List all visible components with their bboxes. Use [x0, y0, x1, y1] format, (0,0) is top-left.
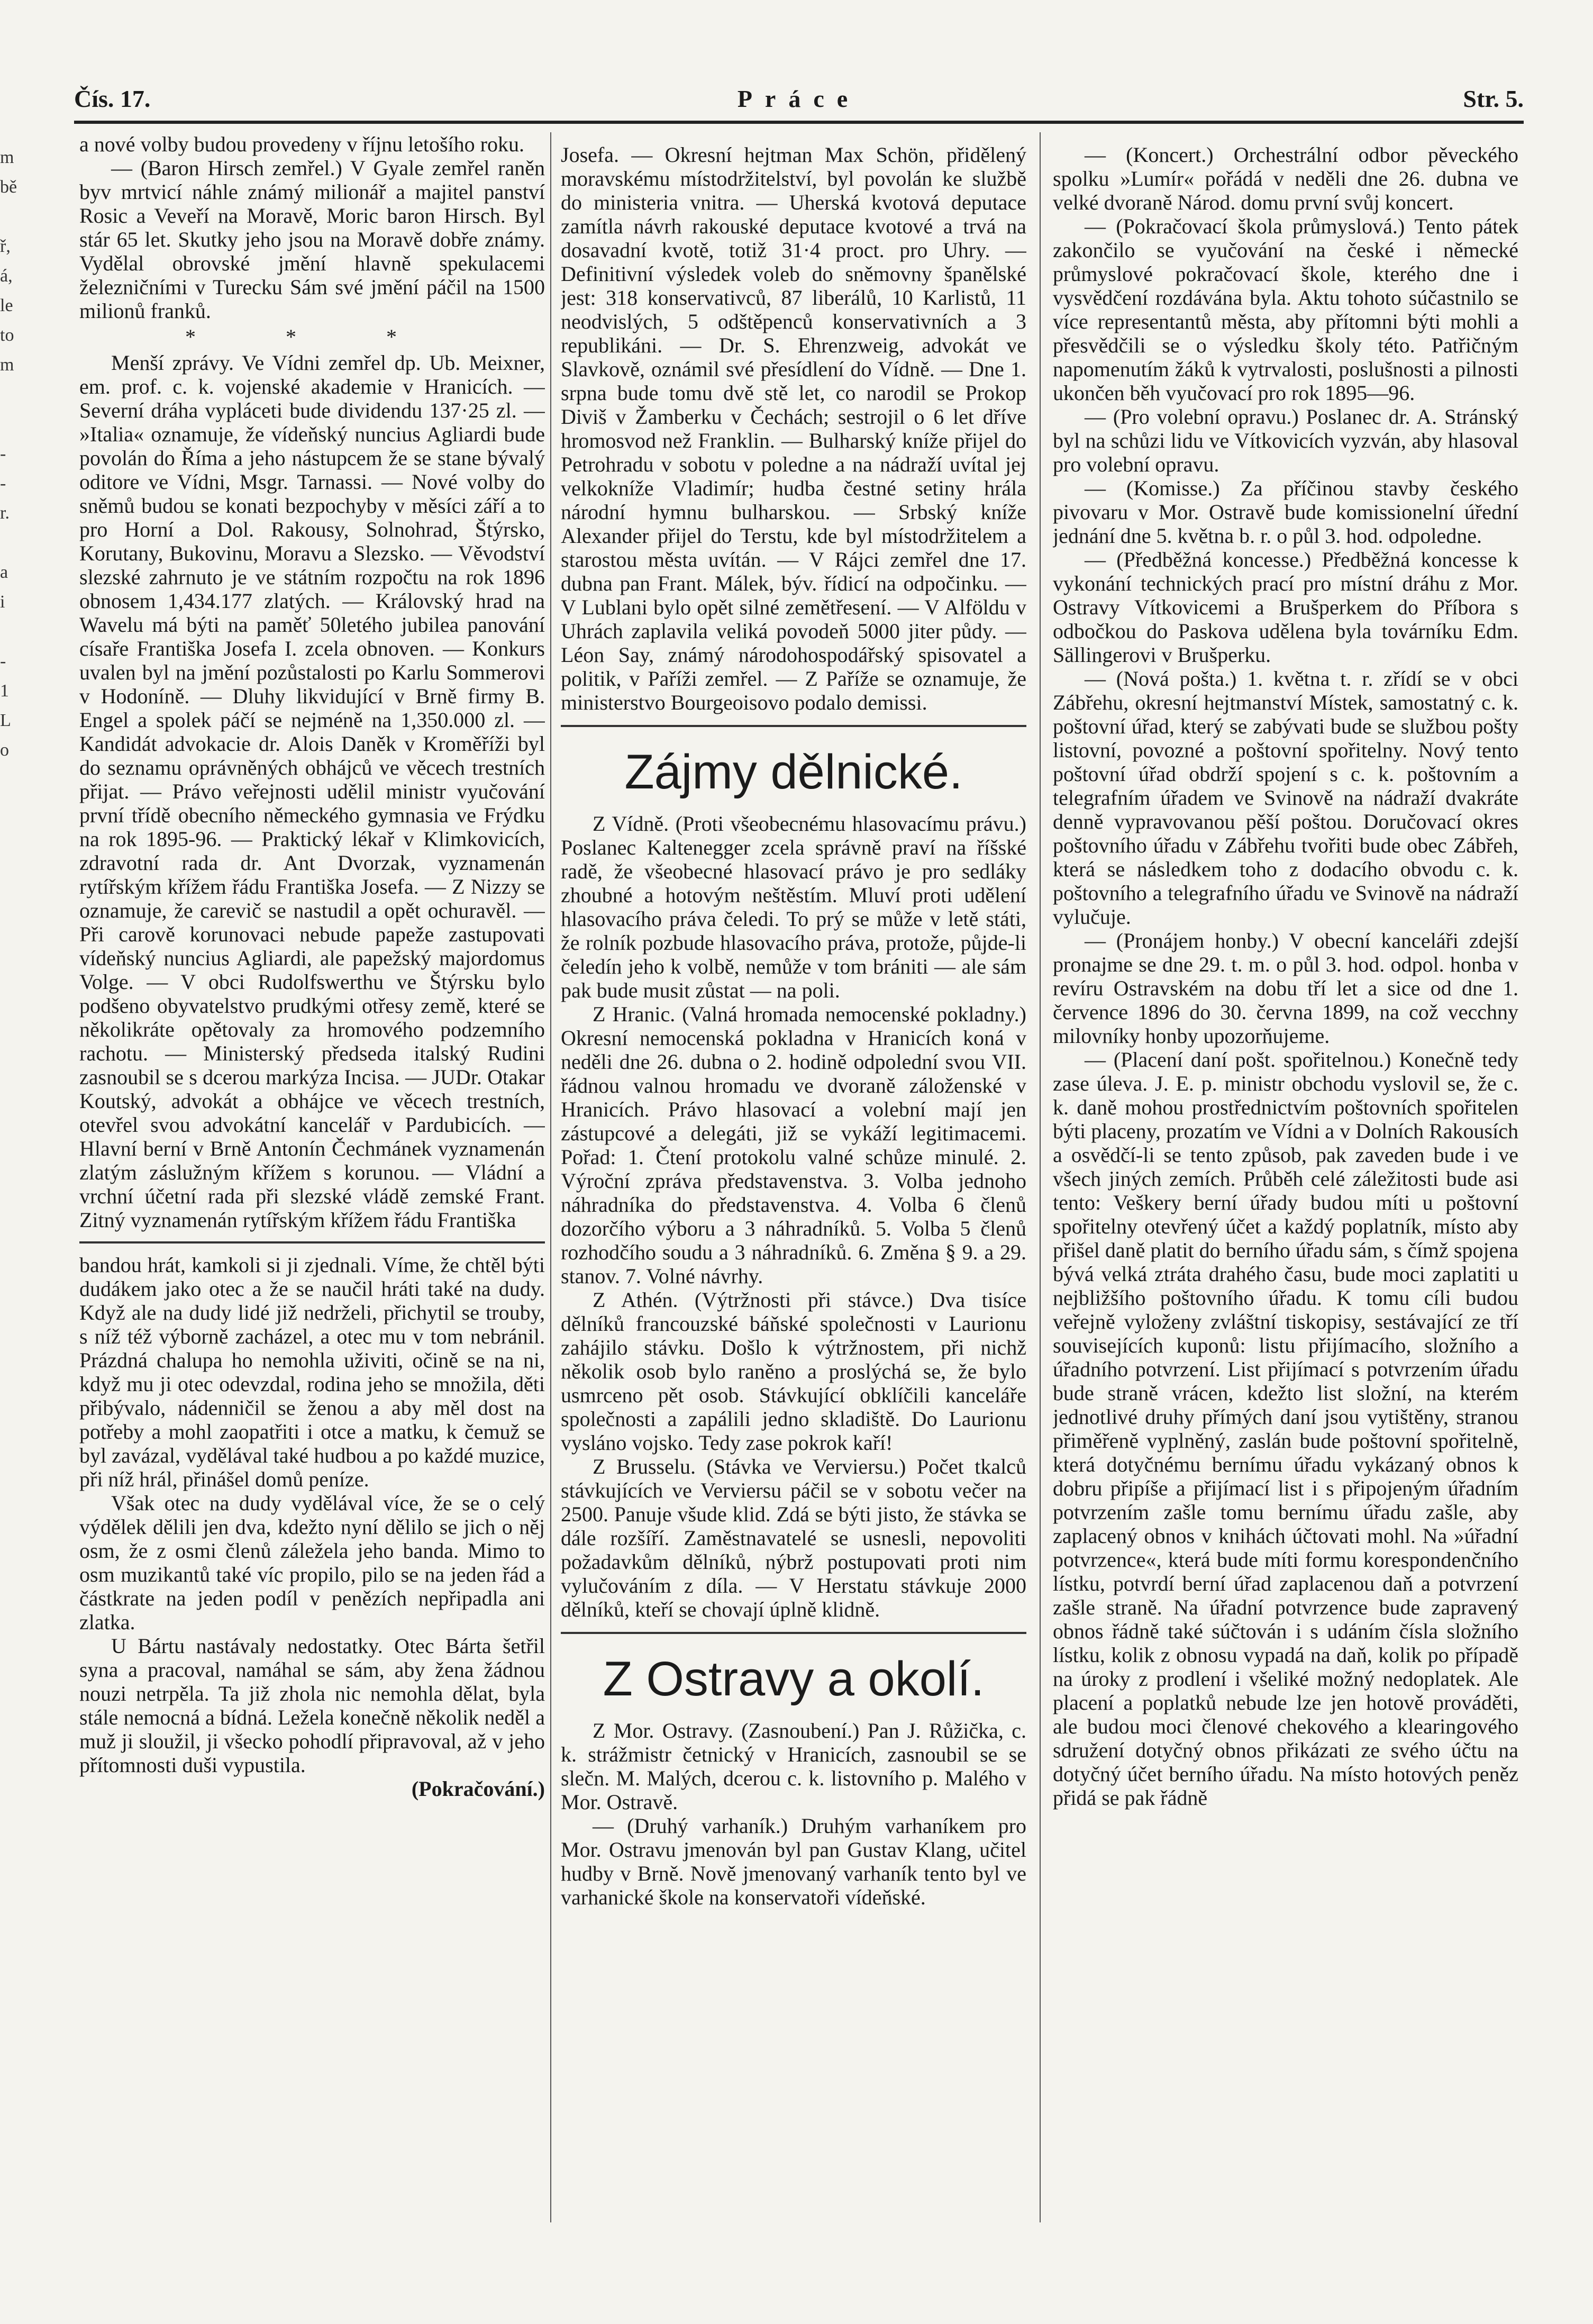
article-paragraph: a nové volby budou provedeny v říjnu letošího roku. — [79, 132, 524, 156]
article-paragraph: — (Nová pošta.) 1. května t. r. zřídí se v obci Zábřehu, okresní hejtmanství Místek, samostatný c. k. poštovní úřad, který se zabývati bude se službou pošty listovní, povozné a poštovní spořitelny. Nový tento poštovní úřad obdrží spojení s c. k. poštovním a telegrafním úřadem ve Svinově na nádraží dvakráte denně vypravovanou pěší poštou. Doručovací okres poštovního úřadu v Zábřehu tvořiti bude obec Zábřeh, která se následkem toho z dodacího obvodu c. k. poštovního a telegrafního úřadu ve Svinově na nádraží vylučuje. — [1053, 667, 1518, 929]
article-paragraph: Z Hranic. (Valná hromada nemocenské pokladny.) Okresní nemocenská pokladna v Hranicích koná v neděli dne 26. dubna o 2. hodině odpolední svou VII. řádnou valnou hromadu ve dvoraně záloženské v Hranicích. Právo hlasovací a volební mají jen zástupcové a delegáti, již se vykáží legitimacemi. Pořad: 1. Čtení protokolu valné schůze minulé. 2. Výroční zpráva představenstva. 3. Volba jednoho náhradníka do představenstva. 4. Volba 6 členů dozorčího výboru a 3 náhradníků. 5. Volba 5 členů rozhodčího soudu a 3 náhradníků. 6. Změna § 9. a 29. stanov. 7. Volné návrhy. — [561, 1002, 1026, 1288]
page-header — [74, 85, 1524, 122]
continued-note: (Pokračování.) — [411, 1777, 545, 1801]
article-paragraph: — (Předběžná koncesse.) Předběžná koncesse k vykonání technických prací pro místní dráhu z Mor. Ostravy Vítkovicemi a Brušperkem do Příbora s odbočkou do Paskova udělena byla továrníku Edm. Sällingerovi v Brušperku. — [1053, 548, 1518, 667]
article-paragraph: Josefa. — Okresní hejtman Max Schön, přidělený moravskému místodržitelství, byl povolán ke službě do ministeria vnitra. — Uherská kvotová deputace zamítla návrh rakouské deputace kvotové a trvá na dosavadní kvotě, totiž 31·4 proct. pro Uhry. — Definitivní výsledek voleb do sněmovny španělské jest: 318 konservativců, 87 liberálů, 10 Karlistů, 11 neodvislých, 5 odštěpenců konservativních a 3 republikáni. — Dr. S. Ehrenzweig, advokát ve Slavkově, oznámil své přesídlení do Vídně. — Dne 1. srpna bude tomu dvě stě let, co narodil se Prokop Diviš v Žamberku v Čechách; sestrojil o 6 let dříve hromosvod než Franklin. — Bulharský kníže přijel do Petrohradu v sobotu v poledne a na nádraží uvítal jej velkokníže Vladimír; hudba čestné setiny hrála národní hymnu bulharskou. — Srbský kníže Alexander přijel do Terstu, kde byl místodržitelem a starostou města uvítán. — V Rájci zemřel dne 17. dubna pan Frant. Málek, býv. řídicí na odpočinku. — V Lublani bylo opět silné zemětřesení. — V Alföldu v Uhrách zaplavila veliká povodeň 5000 jiter půdy. — Léon Say, známý národohospodářský spisovatel a politik, v Paříži zemřel. — Z Paříže se oznamuje, že ministerstvo Bourgeoisovo podalo demissi. — [561, 143, 1026, 714]
paper-title: Práce — [737, 85, 861, 112]
article-paragraph: — (Koncert.) Orchestrální odbor pěveckého spolku »Lumír« pořádá v neděli dne 26. dubna ve velké dvoraně Národ. domu první svůj koncert. — [1053, 143, 1518, 214]
page-number: Str. 5. — [1463, 85, 1524, 112]
article-paragraph: Z Athén. (Výtržnosti při stávce.) Dva tisíce dělníků francouzské báňské společnosti v Laurionu zahájilo stávku. Došlo k výtržnostem, při nichž několik osob bylo raněno a proslýchá se, že bylo usmrceno pět osob. Stávkující obklíčili kanceláře společnosti a zapálili jedno skladiště. Do Laurionu vysláno vojsko. Tedy zase pokrok kaří! — [561, 1288, 1026, 1455]
article-paragraph: — (Pronájem honby.) V obecní kanceláři zdejší pronajme se dne 29. t. m. o půl 3. hod. odpol. honba v revíru Ostravském na dobu tří let a sice od dne 1. července 1896 do 30. června 1899, na což vecchny milovníky honby upozorňujeme. — [1053, 929, 1518, 1048]
article-paragraph: Z Vídně. (Proti všeobecnému hlasovacímu právu.) Poslanec Kaltenegger zcela správně praví na říšské radě, že všeobecné hlasovací právo je pro sedláky zhoubné a hotovým neštěstím. Mluví proti udělení hlasovacího práva čeledi. To prý se může v letě státi, že rolník pozbude hlasovacího práva, protože, půjde-li čeledín jeho k volbě, nemůže v tom brániti — ale sám pak bude musit zůstat — na poli. — [561, 812, 1026, 1002]
column-1 — [79, 132, 545, 2302]
article-paragraph: — (Komisse.) Za příčinou stavby českého pivovaru v Mor. Ostravě bude komissionelní úřední jednání dne 5. května b. r. o půl 3. hod. odpoledne. — [1053, 476, 1518, 548]
feuilleton-paragraph: Však otec na dudy vydělával více, že se o celý výdělek dělili jen dva, kdežto nyní dělilo se jich o něj osm, že z osmi členů záležela jeho banda. Mimo to osm muzikantů také víc propilo, pilo se na jeden řád a částkrate na jeden podíl v penězích nepřipadla ani zlatka. — [79, 1491, 545, 1634]
feuilleton-paragraph: bandou hrát, kamkoli si ji zjednali. Víme, že chtěl býti dudákem jako otec a že se naučil hráti také na dudy. Když ale na dudy lidé již nedrželi, přichytil se trouby, s níž též výborně zacházel, a otec mu v tom nebránil. Prázdná chalupa ho nemohla uživiti, očině se na ni, když mu ji otec odevzdal, rodina jeho se množila, děti přibývalo, nádenničil se ženou a aby měl dost na potřeby a mohl zaopatřiti i otce a matku, k čemuž se byl zavázal, vydělával také hudbou a po každé muzice, při níž hrál, přinášel domů peníze. — [79, 1253, 545, 1491]
article-paragraph: — (Pokračovací škola průmyslová.) Tento pátek zakončilo se vyučování na české i německé průmyslové pokračovací škole, kterého dne i vysvědčení rozdávána byla. Aktu tohoto súčastnilo se více representantů města, aby přítomni býti mohli a přesvědčili se o výsledku školy této. Patřičným napomenutím žáků k vytrvalosti, poslušnosti a pilnosti ukončen běh vyučovací pro rok 1895—96. — [1053, 214, 1518, 405]
article-paragraph: Z Mor. Ostravy. (Zasnoubení.) Pan J. Růžička, c. k. strážmistr četnický v Hranicích, zasnoubil se se slečn. M. Malých, dcerou c. k. listovního p. Malého v Mor. Ostravě. — [561, 1719, 1026, 1814]
left-margin-fragments: m bě ř, á, le to m - - r. a i - 1 L o — [0, 148, 17, 760]
feuilleton-rule — [79, 1241, 545, 1243]
section-title-workers: Zájmy dělnické. — [624, 745, 963, 799]
column-3 — [1053, 143, 1518, 2312]
issue-number: Čís. 17. — [74, 85, 151, 112]
short-news: Menší zprávy. Ve Vídni zemřel dp. Ub. Meixner, em. prof. c. k. vojenské akademie v Hranicích. — Severní dráha vypláceti bude dividendu 137·25 zl. — »Italia« oznamuje, že vídeňský nuncius Agliardi bude povolán do Říma a jeho nástupcem že se stane bývalý oditore ve Vídni, Msgr. Tarnassi. — Nové volby do sněmů budou se konati bezpochyby v měsíci září a to pro Horní a Dol. Rakousy, Solnohrad, Štýrsko, Korutany, Bukovinu, Moravu a Slezsko. — Věvodství slezské zahrnuto je ve státním rozpočtu na rok 1896 obnosem 1,434.177 zlatých. — Královský hrad na Wavelu má býti na paměť 50letého jubilea panování císaře Františka Josefa I. zcela obnoven. — Konkurs uvalen byl na jmění pozůstalosti po Karlu Sommerovi v Hodoníně. — Dluhy likvidující v Brně firmy B. Engel a spolek páčí se nejméně na 1,350.000 zl. — Kandidát advokacie dr. Alois Daněk v Kroměříži byl do seznamu oprávněných obhájců ve věcech trestních přijat. — Právo veřejnosti udělil ministr vyučování první třídě obecního německého gymnasia ve Frýdku na rok 1895-96. — Praktický lékař v Klimkovicích, zdravotní rada dr. Ant Dvorzak, vyznamenán rytířským křížem řádu Františka Josefa. — Z Nizzy se oznamuje, že carevič se nastudil a opět ochuravěl. — Při carově korunovaci nebude papeže zastupovati vídeňský nuncius Agliardi, ale papežský majordomus Volge. — V obci Rudolfswerthu ve Štýrsku bylo podšeno obyvatelstvo prudkými otřesy země, které se několikráte opětovaly za hromového podzemního rachotu. — Ministerský předseda italský Rudini zasnoubil se s dcerou markýza Incisa. — JUDr. Otakar Koutský, advokát a obhájce ve věcech trestních, otevřel svou advokátní kancelář v Pardubicích. — Hlavní berní v Brně Antonín Čechmánek vyznamenán zlatým záslužným křížem s korunou. — Vládní a vrchní účetní rada při slezské vládě zemské Frant. Zitný vyznamenán rytířským křížem řádu Františka — [79, 351, 545, 1232]
article-paragraph: — (Baron Hirsch zemřel.) V Gyale zemřel raněn byv mrtvicí náhle známý milionář a majitel panství Rosic a Veveří na Moravě, Moric baron Hirsch. Byl stár 65 let. Skutky jeho jsou na Moravě dobře známy. Vydělal obrovské jmění hlavně spekulacemi železničními v Turecku Sám své jmění páčil na 1500 milionů franků. — [79, 156, 545, 323]
header-rule — [74, 121, 1524, 124]
section-rule — [561, 1632, 1026, 1634]
article-paragraph: — (Pro volební opravu.) Poslanec dr. A. Stránský byl na schůzi lidu ve Vítkovicích vyzván, aby hlasoval pro volební opravu. — [1053, 405, 1518, 476]
feuilleton-paragraph: U Bártu nastávaly nedostatky. Otec Bárta šetřil syna a pracoval, namáhal se sám, aby žena žádnou nouzi netrpěla. Ta již zhola nic nemohla dělat, byla stále nemocná a bídná. Ležela konečně několik neděl a muž ji sloužil, ji všecko pohodlí připravoval, až v jeho přítomnosti duši vypustila. — [79, 1634, 545, 1777]
section-rule — [561, 725, 1026, 727]
article-paragraph: — (Druhý varhaník.) Druhým varhaníkem pro Mor. Ostravu jmenován byl pan Gustav Klang, učitel hudby v Brně. Nově jmenovaný varhaník tento byl ve varhanické škole na konservatoři vídeňské. — [561, 1814, 1026, 1909]
article-paragraph: — (Placení daní pošt. spořitelnou.) Konečně tedy zase úleva. J. E. p. ministr obchodu vyslovil se, že c. k. daně mohou prostřednictvím poštovních spořitelen býti placeny, prozatím ve Vídni a v Dolních Rakousích a osvědčí-li se tento způsob, pak zaveden bude i ve všech jiných zemích. Průběh celé záležitosti bude asi tento: Veškery berní úřady budou míti u poštovní spořitelny otevřený účet a každý poplatník, místo aby přišel daně platit do berního úřadu sám, s čímž spojena bývá velká ztráta drahého času, bude moci zaplatiti u nejbližšího poštovního úřadu. K tomu cíli budou veřejně vyloženy zvláštní tiskopisy, sestávající ze tří souvisejících kuponů: listu přijímacího, složního a úřadního potvrzení. List přijímací s potvrzením úřadu bude straně vrácen, kdežto list složní, na kterém jednotlivé druhy přímých daní jsou vytištěny, stranou přiměřeně vyplněný, zaslán bude poštovní spořitelně, která dotyčnému bernímu úřadu vykázaný obnos k dobru připíše a přijímací list i s připojeným úřadním potvrzením zašle tomu bernímu úřadu zašle, aby zaplacený obnos v knihách účtovati mohl. Na »úřadní potvrzence«, která bude míti formu korespondenčního lístku, potvrdí berní úřad zaplacenou daň a potvrzení zašle straně. Na úřadní potvrzence bude zapravený obnos řádně také súčtován i s udáním čísla složního lístku, kolik z obnosu vypadá na daň, kolik po případě na úroky z prodlení i všeliké možný nedoplatek. Ale placení a poplatků nebude lze jen hotově prováděti, ale budou moci členové chekového a klearingového sdružení dotyčný obnos přikázati ze svého účtu na dotyčný účet berního úřadu. Na místo hotových peněz přidá se pak řádně — [1053, 1048, 1518, 1810]
section-separator: * * * — [185, 325, 439, 349]
column-divider-1 — [550, 132, 551, 2222]
column-divider-2 — [1040, 132, 1041, 2222]
section-title-ostrava: Z Ostravy a okolí. — [603, 1652, 985, 1706]
article-paragraph: Z Brusselu. (Stávka ve Verviersu.) Počet tkalců stávkujících ve Verviersu páčil se v sobotu večer na 2500. Panuje všude klid. Zdá se býti jisto, že stávka se dále rozšíří. Zaměstnavatelé se usnesli, nepovoliti požadavkům dělníků, nýbrž postupovati proti nim vylučováním z díla. — V Herstatu stávkuje 2000 dělníků, kteří se chovají úplně klidně. — [561, 1455, 1026, 1621]
column-2 — [561, 143, 1026, 2312]
